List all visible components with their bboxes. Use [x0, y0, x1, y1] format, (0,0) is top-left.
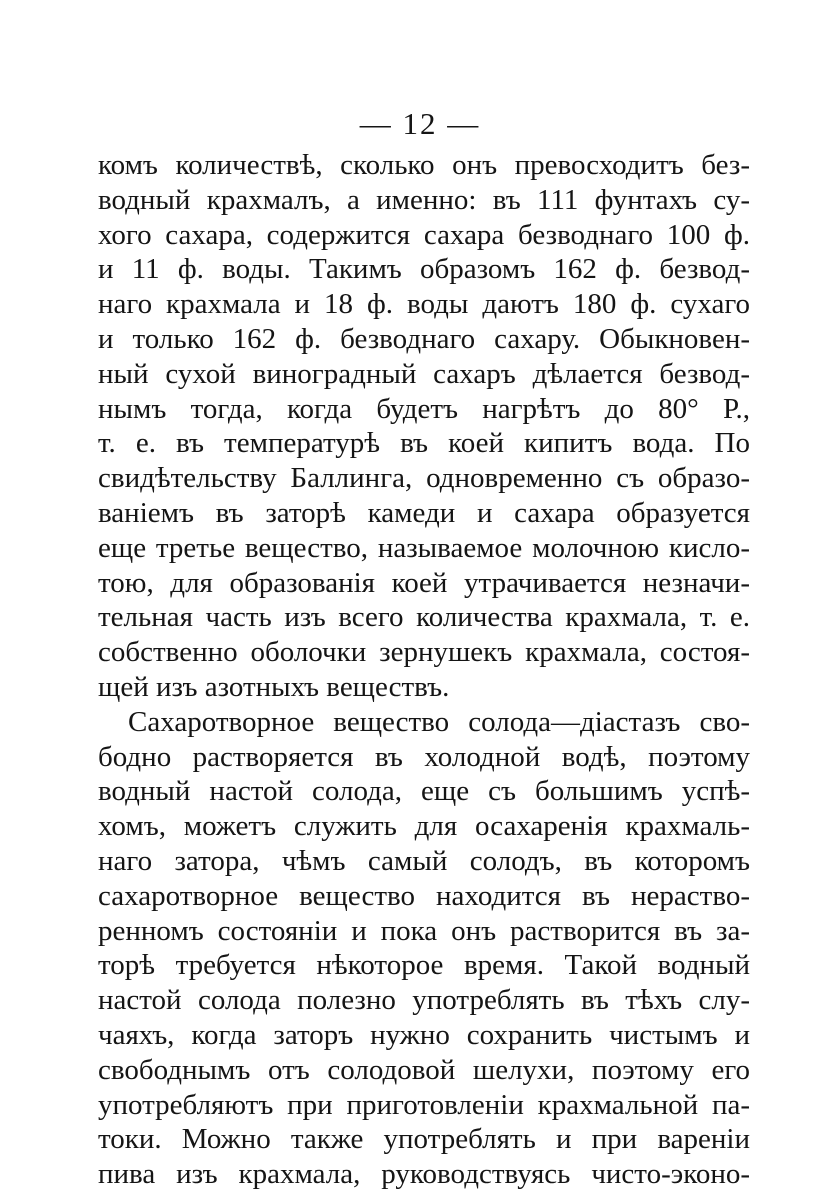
text-line: ный сухой виноградный сахаръ дѣлается безвод-	[98, 357, 750, 390]
body-text	[98, 148, 750, 1192]
text-line: употребляютъ при приготовленiи крахмальной па-	[98, 1088, 750, 1121]
text-line: свободнымъ отъ солодовой шелухи, поэтому его	[98, 1053, 750, 1086]
text-line: еще третье вещество, называемое молочною кисло-	[98, 531, 750, 564]
text-line: и только 162 ф. безводнаго сахару. Обыкновен-	[98, 322, 750, 355]
text-line: сахаротворное вещество находится въ нераство-	[98, 879, 750, 912]
text-line: свидѣтельству Баллинга, одновременно съ образо-	[98, 462, 750, 495]
text-line: нымъ тогда, когда будетъ нагрѣтъ до 80° Р.,	[98, 392, 750, 425]
text-line: чаяхъ, когда заторъ нужно сохранить чистымъ и	[98, 1018, 750, 1051]
text-line: хого сахара, содержится сахара безводнаго 100 ф.	[98, 218, 750, 251]
paragraph-2	[98, 705, 750, 1192]
text-line: комъ количествѣ, сколько онъ превосходитъ без-	[98, 149, 750, 181]
text-line: водный настой солода, еще съ большимъ успѣ-	[98, 775, 750, 808]
text-line: настой солода полезно употреблять въ тѣхъ слу-	[98, 984, 750, 1017]
text-line: щей изъ азотныхъ веществъ.	[98, 670, 450, 703]
text-line: собственно оболочки зернушекъ крахмала, состоя-	[98, 636, 750, 669]
text-line: наго крахмала и 18 ф. воды даютъ 180 ф. сухаго	[98, 288, 750, 321]
text-line: тельная часть изъ всего количества крахмала, т. е.	[98, 601, 750, 634]
text-line: бодно растворяется въ холодной водѣ, поэтому	[98, 740, 750, 773]
text-line: и 11 ф. воды. Такимъ образомъ 162 ф. безвод-	[98, 253, 750, 286]
text-line: Сахаротворное вещество солода—дiастазъ сво-	[128, 705, 750, 738]
text-line: тою, для образованiя коей утрачивается незначи-	[98, 566, 750, 599]
text-line: токи. Можно также употреблять и при варенiи	[98, 1123, 750, 1156]
text-line: хомъ, можетъ служить для осахаренiя крахмаль-	[98, 810, 750, 843]
page-number: — 12 —	[359, 106, 481, 141]
text-line: т. е. въ температурѣ въ коей кипитъ вода. По	[98, 427, 750, 460]
text-line: ренномъ состоянiи и пока онъ растворится въ за-	[98, 914, 750, 947]
text-line: пива изъ крахмала, руководствуясь чисто-эконо-	[98, 1158, 750, 1191]
paragraph-1	[98, 148, 750, 705]
text-line: наго затора, чѣмъ самый солодъ, въ которомъ	[98, 844, 750, 877]
text-line: ванiемъ въ заторѣ камеди и сахара образуется	[98, 496, 750, 529]
text-line: водный крахмалъ, а именно: въ 111 фунтахъ су-	[98, 183, 750, 216]
text-line: торѣ требуется нѣкоторое время. Такой водный	[98, 949, 750, 982]
